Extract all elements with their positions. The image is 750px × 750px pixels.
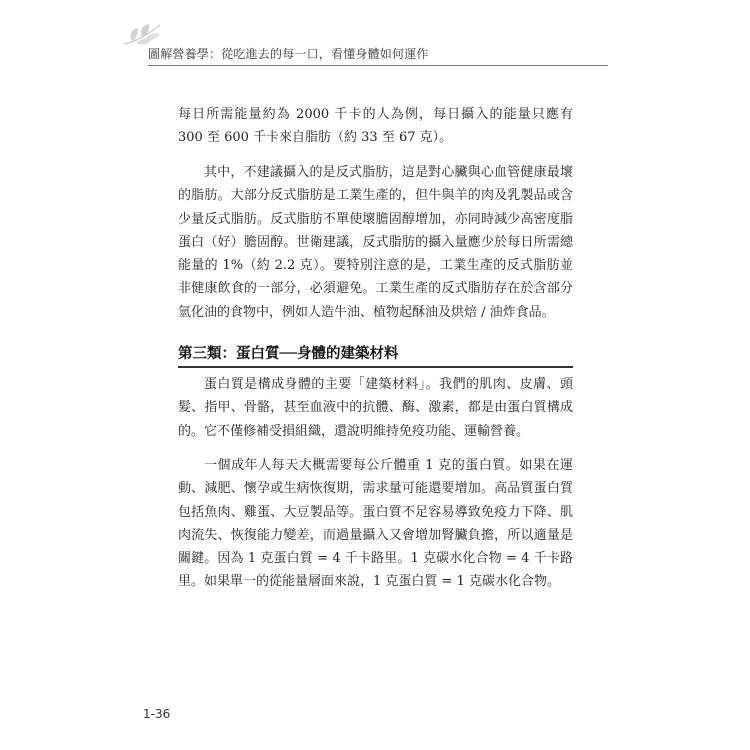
section-heading-underline (178, 366, 573, 368)
page-number: 1-36 (143, 707, 171, 721)
body-paragraph: 每日所需能量約為 2000 千卡的人為例，每日攝入的能量只應有 300 至 600 千卡來自脂肪（約 33 至 67 克）。 (178, 107, 573, 146)
header-divider (148, 65, 608, 66)
body-paragraph: 一個成年人每天大概需要每公斤體重 1 克的蛋白質。如果在運動、減肥、懷孕或生病恢復期，需求量可能還要增加。高品質蛋白質包括魚肉、雞蛋、大豆製品等。蛋白質不足容易導致免疫力下降、肌肉流失、恢復能力變差，而過量攝入又會增加腎臟負擔，所以適量是關鍵。因為 1 克蛋白質 = 4 千卡路里。1 克碳水化合物 = 4 千卡路里。如果單一的從能量層面來說，1 克蛋白質 = 1 克碳水化合物。 (178, 458, 573, 590)
body-paragraph: 其中，不建議攝入的是反式脂肪，這是對心臟與心血管健康最壞的脂肪。大部分反式脂肪是工業生產的，但牛與羊的肉及乳製品或含少量反式脂肪。反式脂肪不單使壞膽固醇增加，亦同時減少高密度脂蛋白（好）膽固醇。世衛建議，反式脂肪的攝入量應少於每日所需總能量的 1%（約 2.2 克）。要特別注意的是，工業生產的反式脂肪並非健康飲食的一部分，必須避免。工業生產的反式脂肪存在於含部分氫化油的食物中，例如人造牛油、植物起酥油及烘焙 / 油炸食品。 (178, 165, 573, 320)
body-paragraph: 蛋白質是構成身體的主要「建築材料」。我們的肌肉、皮膚、頭髮、指甲、骨骼，甚至血液中的抗體、酶、激素，都是由蛋白質構成的。它不僅修補受損組織，還說明維持免疫功能、運輸營養。 (178, 377, 573, 439)
running-header-title: 圖解營養學：從吃進去的每一口，看懂身體如何運作 (148, 47, 429, 61)
section-heading: 第三類：蛋白質──身體的建築材料 (178, 346, 399, 362)
